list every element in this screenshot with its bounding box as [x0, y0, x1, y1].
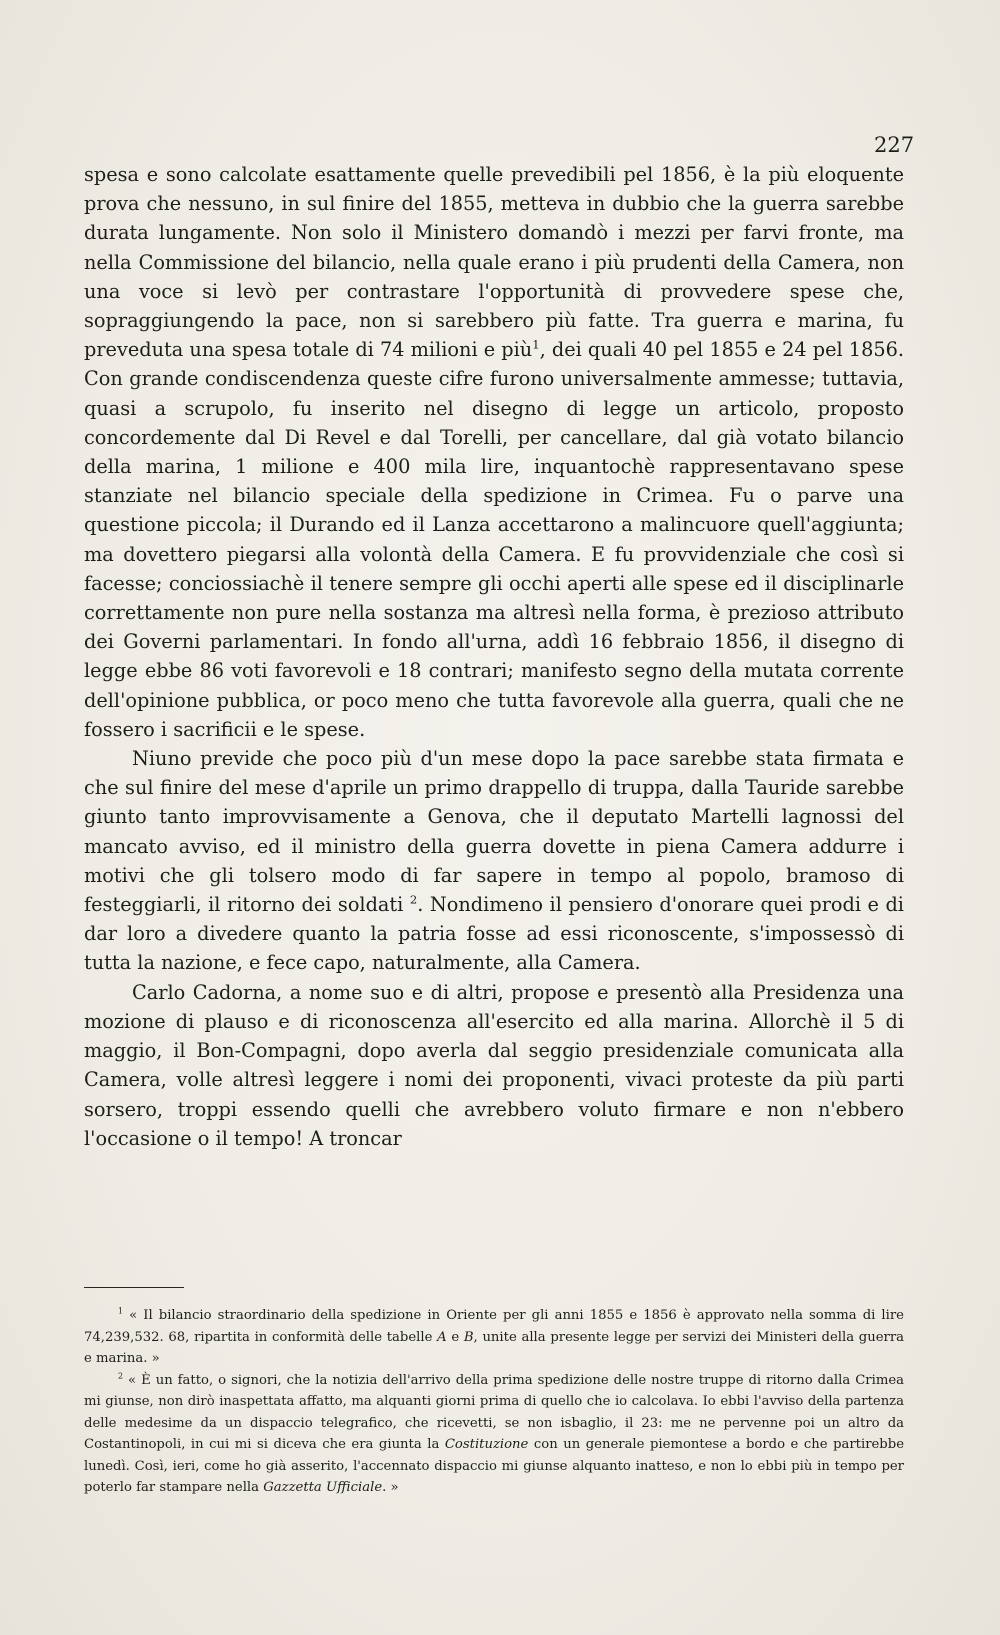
footnote-1-mark: 1	[118, 1306, 124, 1316]
body-text	[84, 160, 904, 1153]
footnote-ref-2: 2	[409, 892, 418, 907]
footnotes	[84, 1305, 904, 1499]
page-number: 227	[874, 133, 915, 157]
footnote-2	[84, 1370, 904, 1499]
footnote-1-table-a: A	[437, 1329, 447, 1345]
paragraph-1-text-b: , dei quali 40 pel 1855 e 24 pel 1856. Con grande condiscendenza queste cifre furono universalmente ammesse; tuttavia, quasi a scrupolo, fu inserito nel disegno di legge un articolo, proposto concordemente dal Di Revel e dal Torelli, per cancellare, dal già votato bilancio della marina, 1 milione e 400 mila lire, inquantochè rappresentavano spese stanziate nel bilancio speciale della spedizione in Crimea. Fu o parve una questione piccola; il Durando ed il Lanza accettarono a malincuore quell'aggiunta; ma dovettero piegarsi alla volontà della Camera. E fu provvidenziale che così si facesse; conciossiachè il tenere sempre gli occhi aperti alle spese ed il disciplinarle correttamente non pure nella sostanza ma altresì nella forma, è prezioso attributo dei Governi parlamentari. In fondo all'urna, addì 16 febbraio 1856, il disegno di legge ebbe 86 voti favorevoli e 18 contrari; manifesto segno della mutata corrente dell'opinione pubblica, or poco meno che tutta favorevole alla guerra, quali che ne fossero i sacrificii e le spese.	[84, 338, 905, 741]
paragraph-2	[84, 744, 904, 978]
footnote-1	[84, 1305, 904, 1370]
footnote-2-text-a: « È un fatto, o signori, che la notizia dell'arrivo della prima spedizione delle nostre truppe di ritorno dalla Crimea mi giunse, non dirò inaspettata affatto, ma alquanti giorni prima di quello che io calcolava. Io ebbi l'avviso della partenza delle medesime da un dispaccio telegrafico, che ricevetti, se non isbaglio, il 23: me ne pervenne poi un altro da Costantinopoli, in cui mi si diceva che era giunta la	[84, 1372, 904, 1452]
footnote-2-text-c: . »	[382, 1480, 399, 1495]
paragraph-1-text-a: spesa e sono calcolate esattamente quelle prevedibili pel 1856, è la più eloquente prova che nessuno, in sul finire del 1855, metteva in dubbio che la guerra sarebbe durata lungamente. Non solo il Ministero domandò i mezzi per farvi fronte, ma nella Commissione del bilancio, nella quale erano i più prudenti della Camera, non una voce si levò per contrastare l'opportunità di provvedere spese che, sopraggiungendo la pace, non si sarebbero più fatte. Tra guerra e marina, fu preveduta una spesa totale di 74 milioni e più	[84, 163, 904, 362]
footnote-ref-1: 1	[532, 337, 540, 352]
paragraph-2-text-a: Niuno previde che poco più d'un mese dopo la pace sarebbe stata firmata e che sul finire del mese d'aprile un primo drappello di truppa, dalla Tauride sarebbe giunto tanto improvvisamente a Genova, che il deputato Martelli lagnossi del mancato avviso, ed il ministro della guerra dovette in piena Camera addurre i motivi che gli tolsero modo di far sapere in tempo al popolo, bramoso di festeggiarli, il ritorno dei soldati	[84, 747, 904, 917]
paragraph-3: Carlo Cadorna, a nome suo e di altri, propose e presentò alla Presidenza una mozione di plauso e di riconoscenza all'esercito ed alla marina. Allorchè il 5 di maggio, il Bon-Compagni, dopo averla dal seggio presidenziale comunicata alla Camera, volle altresì leggere i nomi dei proponenti, vivaci proteste da più parti sorsero, troppi essendo quelli che avrebbero voluto firmare e non n'ebbero l'occasione o il tempo! A troncar	[84, 980, 904, 1150]
footnote-1-and: e	[446, 1329, 464, 1345]
footnote-divider	[84, 1287, 184, 1288]
footnote-1-table-b: B	[463, 1329, 474, 1345]
paragraph-1	[84, 160, 904, 744]
footnote-2-text-b: con un generale piemontese a bordo e che partirebbe lunedì. Così, ieri, come ho già asserito, l'accennato dispaccio mi giunse alquanto inatteso, e non lo ebbi più in tempo per poterlo far stampare nella	[84, 1437, 904, 1495]
footnote-2-ship-name: Costituzione	[444, 1437, 529, 1452]
footnote-2-mark: 2	[118, 1371, 124, 1381]
paragraph-2-text-b: . Nondimeno il pensiero d'onorare quei prodi e di dar loro a divedere quanto la patria fosse ad essi riconoscente, s'impossessò di tutta la nazione, e fece capo, naturalmente, alla Camera.	[84, 893, 904, 975]
footnote-1-text-a: « Il bilancio straordinario della spedizione in Oriente per gli anni 1855 e 1856 è approvato nella somma di lire 74,239,532. 68, ripartita in conformità delle tabelle	[84, 1308, 904, 1345]
footnote-2-newspaper-name: Gazzetta Ufficiale	[263, 1480, 383, 1495]
footnote-1-text-b: , unite alla presente legge per servizi dei Ministeri della guerra e marina. »	[84, 1329, 904, 1366]
